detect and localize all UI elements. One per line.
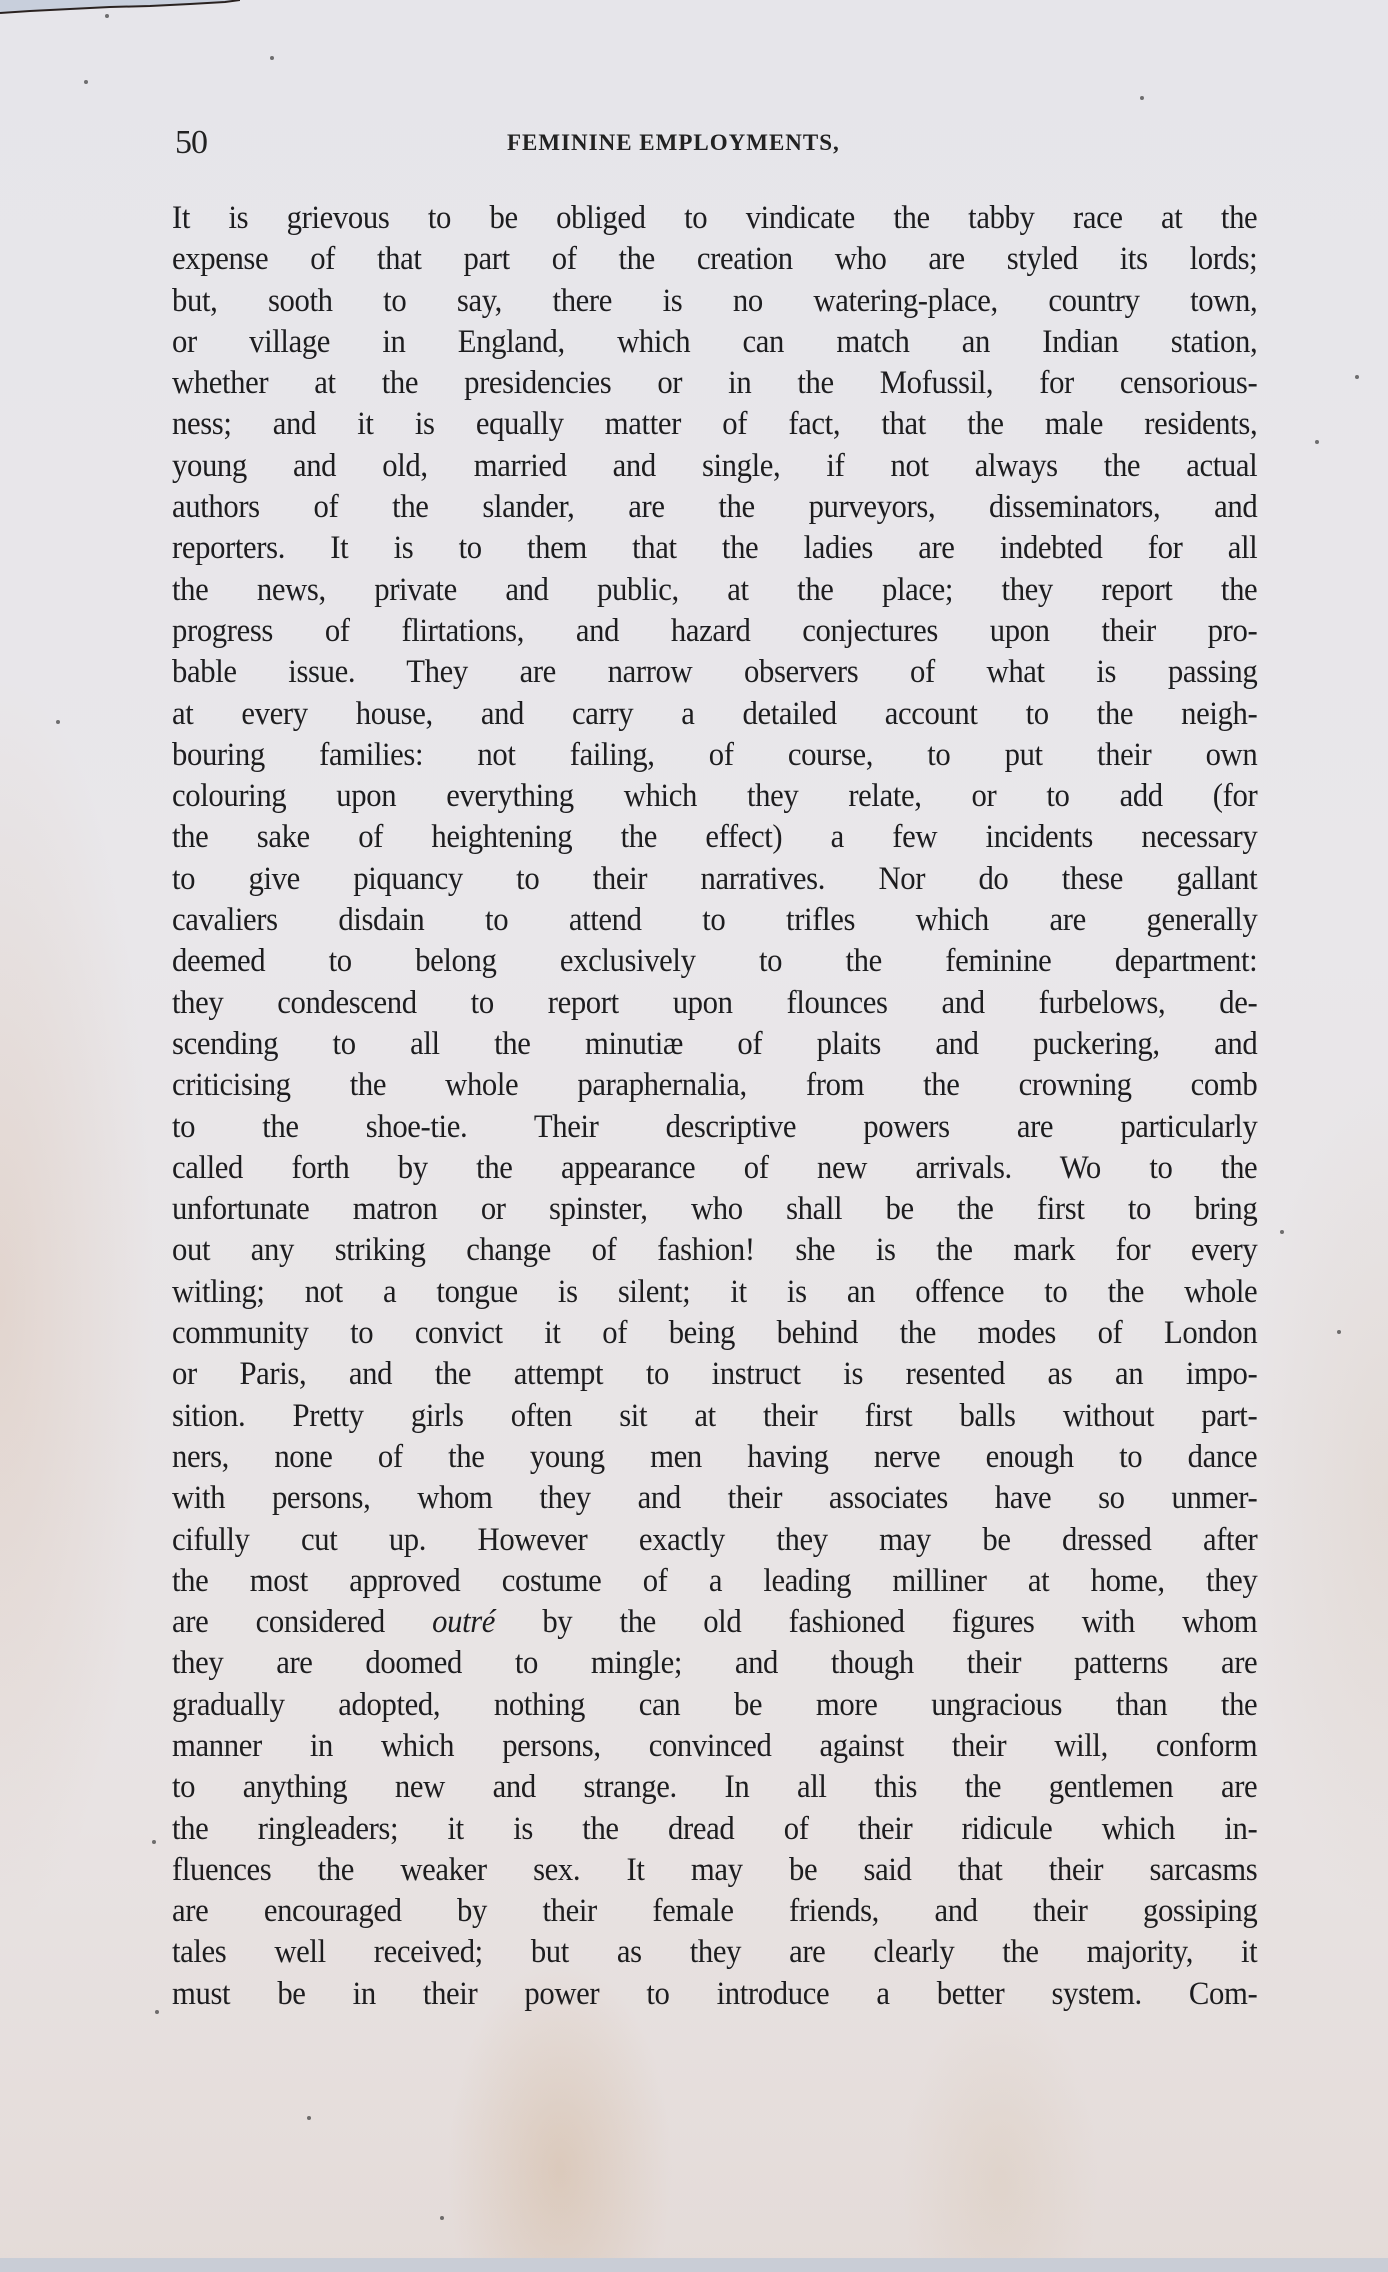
running-head — [175, 124, 1255, 164]
text-line: colouring upon everything which they relate, or to add (for — [172, 778, 1258, 815]
paper-speck — [1140, 96, 1144, 100]
text-line: they are doomed to mingle; and though their patterns are — [172, 1645, 1258, 1682]
text-line: community to convict it of being behind the modes of London — [172, 1315, 1258, 1352]
text-line: but, sooth to say, there is no watering-place, country town, — [172, 282, 1258, 319]
text-line: must be in their power to introduce a better system. Com- — [172, 1975, 1258, 2012]
body-paragraph — [172, 198, 1258, 2015]
text-line: gradually adopted, nothing can be more ungracious than the — [172, 1686, 1258, 1723]
text-line: witling; not a tongue is silent; it is an offence to the whole — [172, 1273, 1258, 1310]
text-line: out any striking change of fashion! she is the mark for every — [172, 1232, 1258, 1269]
chapter-running-title: FEMININE EMPLOYMENTS, — [507, 130, 840, 155]
text-line: to the shoe-tie. Their descriptive powers are particularly — [172, 1108, 1258, 1145]
page-bottom-edge — [0, 2258, 1388, 2272]
text-line: young and old, married and single, if not always the actual — [172, 447, 1258, 484]
text-line: unfortunate matron or spinster, who shall be the first to bring — [172, 1191, 1258, 1228]
text-line: called forth by the appearance of new arrivals. Wo to the — [172, 1149, 1258, 1186]
text-line: are encouraged by their female friends, and their gossiping — [172, 1893, 1258, 1930]
paper-speck — [152, 1840, 156, 1844]
text-line: are considered outré by the old fashioned figures with whom — [172, 1604, 1258, 1641]
paper-speck — [440, 2216, 444, 2220]
text-line: expense of that part of the creation who are styled its lords; — [172, 241, 1258, 278]
text-line: to anything new and strange. In all this the gentlemen are — [172, 1769, 1258, 1806]
text-line: bable issue. They are narrow observers of what is passing — [172, 654, 1258, 691]
text-line: fluences the weaker sex. It may be said that their sarcasms — [172, 1851, 1258, 1888]
text-line: sition. Pretty girls often sit at their first balls without part- — [172, 1397, 1258, 1434]
text-line: the most approved costume of a leading milliner at home, they — [172, 1562, 1258, 1599]
text-line: ness; and it is equally matter of fact, that the male residents, — [172, 406, 1258, 443]
text-line: whether at the presidencies or in the Mofussil, for censorious- — [172, 365, 1258, 402]
text-line: It is grievous to be obliged to vindicate the tabby race at the — [172, 200, 1258, 236]
text-line: deemed to belong exclusively to the feminine department: — [172, 943, 1258, 980]
page-number: 50 — [175, 124, 207, 161]
paper-speck — [84, 80, 88, 84]
torn-page-edge — [0, 0, 240, 16]
text-line: to give piquancy to their narratives. Nor do these gallant — [172, 860, 1258, 897]
paper-speck — [1280, 1230, 1284, 1234]
text-line: the ringleaders; it is the dread of their ridicule which in- — [172, 1810, 1258, 1847]
text-line: tales well received; but as they are clearly the majority, it — [172, 1934, 1258, 1971]
paper-speck — [1337, 1330, 1341, 1334]
text-line: criticising the whole paraphernalia, from the crowning comb — [172, 1067, 1258, 1104]
text-line: scending to all the minutiæ of plaits and puckering, and — [172, 1025, 1258, 1062]
text-line: the sake of heightening the effect) a few incidents necessary — [172, 819, 1258, 856]
text-line: progress of flirtations, and hazard conjectures upon their pro- — [172, 612, 1258, 649]
text-line: at every house, and carry a detailed account to the neigh- — [172, 695, 1258, 732]
italic-word: outré — [432, 1604, 496, 1641]
text-line: bouring families: not failing, of course, to put their own — [172, 736, 1258, 773]
text-line: with persons, whom they and their associates have so unmer- — [172, 1480, 1258, 1517]
paper-speck — [270, 56, 274, 60]
text-line: manner in which persons, convinced against their will, conform — [172, 1727, 1258, 1764]
paper-speck — [307, 2116, 311, 2120]
paper-speck — [56, 720, 60, 724]
paper-speck — [1315, 440, 1319, 444]
text-line: they condescend to report upon flounces and furbelows, de- — [172, 984, 1258, 1021]
text-line: or Paris, and the attempt to instruct is resented as an impo- — [172, 1356, 1258, 1393]
paper-speck — [105, 14, 109, 18]
text-line: ners, none of the young men having nerve enough to dance — [172, 1438, 1258, 1475]
text-line: authors of the slander, are the purveyors, disseminators, and — [172, 489, 1258, 526]
text-line: the news, private and public, at the place; they report the — [172, 571, 1258, 608]
text-line: reporters. It is to them that the ladies are indebted for all — [172, 530, 1258, 567]
paper-speck — [1355, 375, 1359, 379]
paper-speck — [155, 2010, 159, 2014]
text-line: cifully cut up. However exactly they may be dressed after — [172, 1521, 1258, 1558]
text-line: or village in England, which can match an Indian station, — [172, 323, 1258, 360]
text-line: cavaliers disdain to attend to trifles which are generally — [172, 902, 1258, 939]
